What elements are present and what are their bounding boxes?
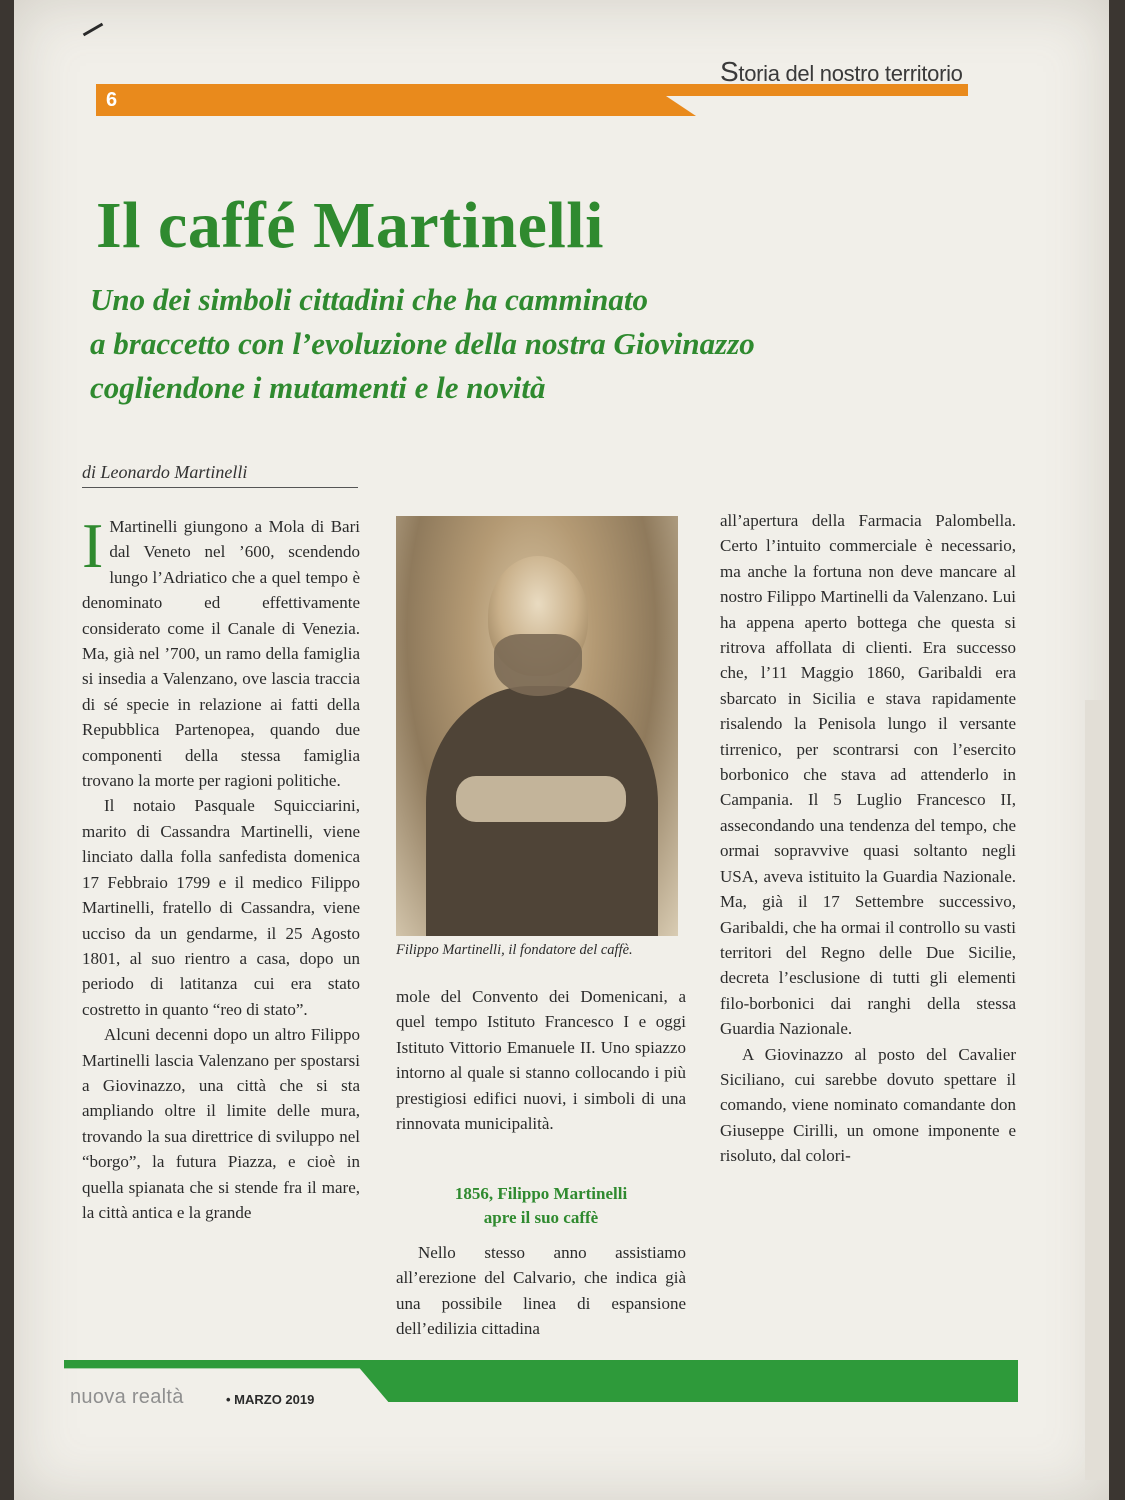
article-subtitle [90, 278, 990, 410]
photo-figure-beard [494, 634, 582, 696]
paragraph: Nello stesso anno assistiamo all’erezione del Calvario, che indica già una possibile linea di espansione dell’edilizia cittadina [396, 1243, 686, 1339]
footer-brand: nuova realtà [70, 1386, 184, 1408]
paragraph: A Giovinazzo al posto del Cavalier Siciliano, cui sarebbe dovuto spettare il comando, viene nominato comandante don Giuseppe Cirilli, un omone imponente e risoluto, dal colori- [720, 1044, 1016, 1166]
article-title: Il caffé Martinelli [96, 189, 604, 262]
paragraph-text: Martinelli giungono a Mola di Bari dal Veneto nel ’600, scendendo lungo l’Adriatico che a quel tempo è denominato ed effettivamente considerato come il Canale di Venezia. Ma, già nel ’700, un ramo della famiglia si insedia a Valenzano, ove lascia traccia di sé specie in relazione ai fatti della Repubblica Partenopea, quando due componenti della stessa famiglia trovano la morte per ragioni politiche. [82, 517, 360, 791]
article-column-2 [396, 984, 686, 1136]
header-band [96, 84, 696, 116]
section-title [720, 56, 963, 88]
subheading-line: apre il suo caffè [483, 1208, 599, 1227]
subtitle-line: a braccetto con l’evoluzione della nostra Giovinazzo [90, 326, 755, 361]
photo-caption: Filippo Martinelli, il fondatore del caffè. [396, 942, 633, 958]
drop-cap: I [82, 510, 104, 581]
article-column-1 [82, 510, 360, 1225]
portrait-photo [396, 516, 678, 936]
article-column-3 [720, 508, 1016, 1169]
section-title-rest: toria del nostro territorio [738, 61, 963, 86]
page-fold [1085, 700, 1109, 1480]
subtitle-line: Uno dei simboli cittadini che ha camminato [90, 282, 649, 317]
byline: di Leonardo Martinelli [82, 462, 358, 488]
paragraph: Alcuni decenni dopo un altro Filippo Martinelli lascia Valenzano per spostarsi a Giovinazzo, una città che si sta ampliando oltre il limite delle mura, trovando la sua direttrice di sviluppo nel “borgo”, la futura Piazza, e cioè in quella spianata che si stende fra il mare, la città antica e la grande [82, 1025, 360, 1222]
article-column-2-continued [396, 1240, 686, 1342]
paragraph [82, 510, 360, 793]
section-subheading [396, 1182, 686, 1230]
footer-date: • MARZO 2019 [226, 1392, 315, 1407]
page-number: 6 [106, 89, 118, 111]
subheading-line: 1856, Filippo Martinelli [454, 1184, 628, 1203]
paragraph: mole del Convento dei Domenicani, a quel tempo Istituto Francesco I e oggi Istituto Vittorio Emanuele II. Uno spiazzo intorno al quale si stanno collocando i più prestigiosi edifici nuovi, i simboli di una rinnovata municipalità. [396, 987, 686, 1134]
paragraph: Il notaio Pasquale Squicciarini, marito di Cassandra Martinelli, viene linciato dalla folla sanfedista domenica 17 Febbraio 1799 e il medico Filippo Martinelli, fratello di Cassandra, viene ucciso da un gendarme, il 25 Agosto 1801, al suo rientro a casa, dopo un periodo di latitanza cui era stato costretto in quanto “reo di stato”. [82, 796, 360, 1019]
paragraph: all’apertura della Farmacia Palombella. Certo l’intuito commerciale è necessario, ma anche la fortuna non deve mancare al nostro Filippo Martinelli da Valenzano. Lui ha appena aperto bottega che questa si ritrova affollata di clienti. Era successo che, l’11 Maggio 1860, Garibaldi era sbarcato in Sicilia e stava rapidamente risalendo la Penisola lungo il versante tirrenico, per scontrarsi con l’esercito borbonico che stava ad attenderlo in Campania. Il 5 Luglio Francesco II, assecondando una tendenza del tempo, che ormai sopravvive quasi soltanto negli USA, aveva istituito la Guardia Nazionale. Ma, già il 17 Settembre successivo, Garibaldi, che ha ormai il controllo su vasti territori del Regno delle Due Sicilie, decreta l’esclusione di tutti gli elementi filo-borbonici dai ranghi della stessa Guardia Nazionale. [720, 511, 1016, 1039]
section-title-initial: S [720, 56, 739, 87]
subtitle-line: cogliendone i mutamenti e le novità [90, 370, 546, 405]
photo-figure-arms [456, 776, 626, 822]
